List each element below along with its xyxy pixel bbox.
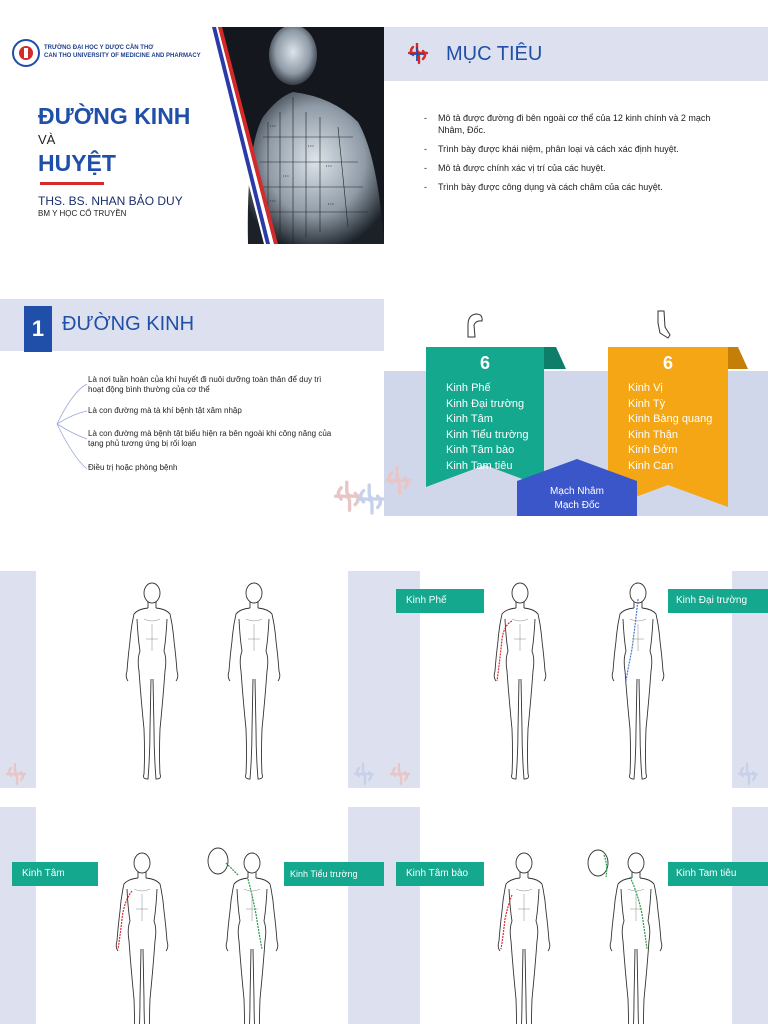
- meridian-tag-label: Kinh Đại trường: [668, 589, 768, 613]
- decor-cross-icon: [384, 444, 424, 516]
- front-body-figure: [102, 849, 182, 1024]
- body-figures-slide: [0, 571, 384, 788]
- objectives-title: MỤC TIÊU: [446, 43, 543, 65]
- objectives-header: [384, 27, 768, 81]
- objective-item: - Trình bày được công dụng và cách châm của các huyệt.: [424, 181, 724, 193]
- definition-point: Là con đường mà bệnh tật biểu hiện ra bên ngoài khi công năng của tạng phủ tương ứng bị rối loạn: [88, 429, 332, 448]
- meridian-tag-left: [396, 589, 484, 613]
- svg-text:• • •: • • •: [283, 174, 289, 178]
- vessel-item: Mạch Nhâm: [550, 486, 604, 497]
- meridian-definition-slide: [0, 299, 384, 516]
- definition-point: Là nơi tuần hoàn của khí huyết đi nuôi dưỡng toàn thân để duy trì hoạt động bình thường của cơ thể: [88, 375, 322, 394]
- meridian-tag-label: Kinh Tâm bào: [396, 862, 484, 886]
- section-number: 1: [24, 306, 52, 352]
- decor-cross-icon: [388, 761, 414, 787]
- meridian-tag-left: [12, 862, 98, 886]
- decor-cross-icon: [4, 761, 30, 787]
- title-slide: [0, 27, 384, 244]
- arm-icon: [464, 311, 486, 341]
- medical-cross-icon: [408, 43, 430, 65]
- meridian-tag-label: Kinh Tiểu trường: [284, 862, 384, 886]
- back-body-figure: [214, 579, 294, 788]
- meridian-item: Kinh Đại trường: [446, 397, 525, 410]
- objectives-list: [424, 112, 724, 200]
- side-body-figure: [608, 579, 668, 788]
- foot-meridian-list: [628, 381, 712, 474]
- right-strip: [348, 807, 384, 1024]
- meridian-classification-slide: [384, 299, 768, 516]
- front-body-figure: [480, 579, 560, 788]
- title-underline: [40, 182, 104, 185]
- definition-point: Là con đường mà tà khí bệnh tật xâm nhập: [88, 406, 242, 415]
- leg-icon: [652, 309, 674, 341]
- meridian-item: Kinh Tỳ: [628, 397, 666, 410]
- objective-item: - Mô tả được chính xác vị trí của các huyệt.: [424, 162, 724, 174]
- meridian-tag-right: [284, 862, 384, 886]
- meridian-item: Kinh Tâm bào: [446, 444, 515, 456]
- meridian-tag-left: [396, 862, 484, 886]
- university-name-vi: TRƯỜNG ĐẠI HỌC Y DƯỢC CẦN THƠ: [44, 45, 154, 51]
- author-name: THS. BS. NHAN BẢO DUY: [38, 194, 183, 208]
- meridian-tag-right: [668, 862, 768, 886]
- vessel-item: Mạch Đốc: [554, 500, 600, 511]
- right-strip: [732, 807, 768, 1024]
- title-and: VÀ: [38, 132, 56, 147]
- svg-text:• • •: • • •: [270, 199, 276, 203]
- svg-text:• • •: • • •: [270, 124, 276, 128]
- definition-point: Điều trị hoặc phòng bệnh: [88, 463, 178, 472]
- meridian-item: Kinh Đởm: [628, 444, 678, 456]
- department-name: BM Y HỌC CỔ TRUYỀN: [38, 209, 127, 218]
- decor-cross-icon: [352, 761, 378, 787]
- left-strip: [384, 807, 420, 1024]
- objective-item: - Trình bày được khái niệm, phân loại và cách xác định huyệt.: [424, 143, 724, 155]
- meridian-item: Kinh Thận: [628, 428, 678, 441]
- title-line-1: ĐƯỜNG KINH: [38, 103, 191, 129]
- university-name-en: CAN THO UNIVERSITY OF MEDICINE AND PHARMACY: [44, 53, 201, 59]
- objective-item: - Mô tả được đường đi bên ngoài cơ thể của 12 kinh chính và 2 mạch Nhâm, Đốc.: [424, 112, 724, 136]
- meridian-item: Kinh Tiểu trường: [446, 428, 529, 441]
- connector-lines: [55, 379, 90, 474]
- front-body-figure: [112, 579, 192, 788]
- svg-text:• • •: • • •: [328, 202, 334, 206]
- meridian-item: Kinh Bàng quang: [628, 413, 713, 425]
- meridian-item: Kinh Phế: [446, 382, 491, 394]
- front-body-figure: [484, 849, 564, 1024]
- meridian-item: Kinh Can: [628, 459, 674, 472]
- hand-meridian-count: 6: [479, 353, 490, 373]
- meridian-tag-label: Kinh Phế: [396, 589, 484, 613]
- meridian-item: Kinh Tam tiêu: [446, 459, 513, 472]
- heart-small-intestine-slide: [0, 807, 384, 1024]
- meridian-tag-right: [668, 589, 768, 613]
- lung-large-intestine-slide: [384, 571, 768, 788]
- pericardium-triple-burner-slide: [384, 807, 768, 1024]
- decor-cross-icon: [736, 761, 762, 787]
- meridian-tag-label: Kinh Tam tiêu: [668, 862, 768, 886]
- meridian-tag-label: Kinh Tâm: [12, 862, 98, 886]
- objectives-slide: [384, 27, 768, 244]
- meridian-item: Kinh Tâm: [446, 413, 493, 425]
- acupuncture-photo: [208, 27, 384, 244]
- svg-text:• • •: • • •: [308, 144, 314, 148]
- university-logo: [12, 39, 40, 67]
- title-line-2: HUYỆT: [38, 150, 116, 176]
- left-strip: [0, 807, 36, 1024]
- section-title: ĐƯỜNG KINH: [62, 313, 195, 335]
- back-body-figure: [596, 849, 676, 1024]
- foot-meridian-count: 6: [662, 353, 673, 373]
- back-body-figure: [212, 849, 292, 1024]
- svg-text:• • •: • • •: [326, 164, 332, 168]
- right-strip: [348, 571, 384, 788]
- decor-cross-icon: [330, 471, 384, 516]
- vessel-list: [547, 485, 607, 513]
- left-strip: [0, 571, 36, 788]
- meridian-item: Kinh Vị: [628, 382, 663, 394]
